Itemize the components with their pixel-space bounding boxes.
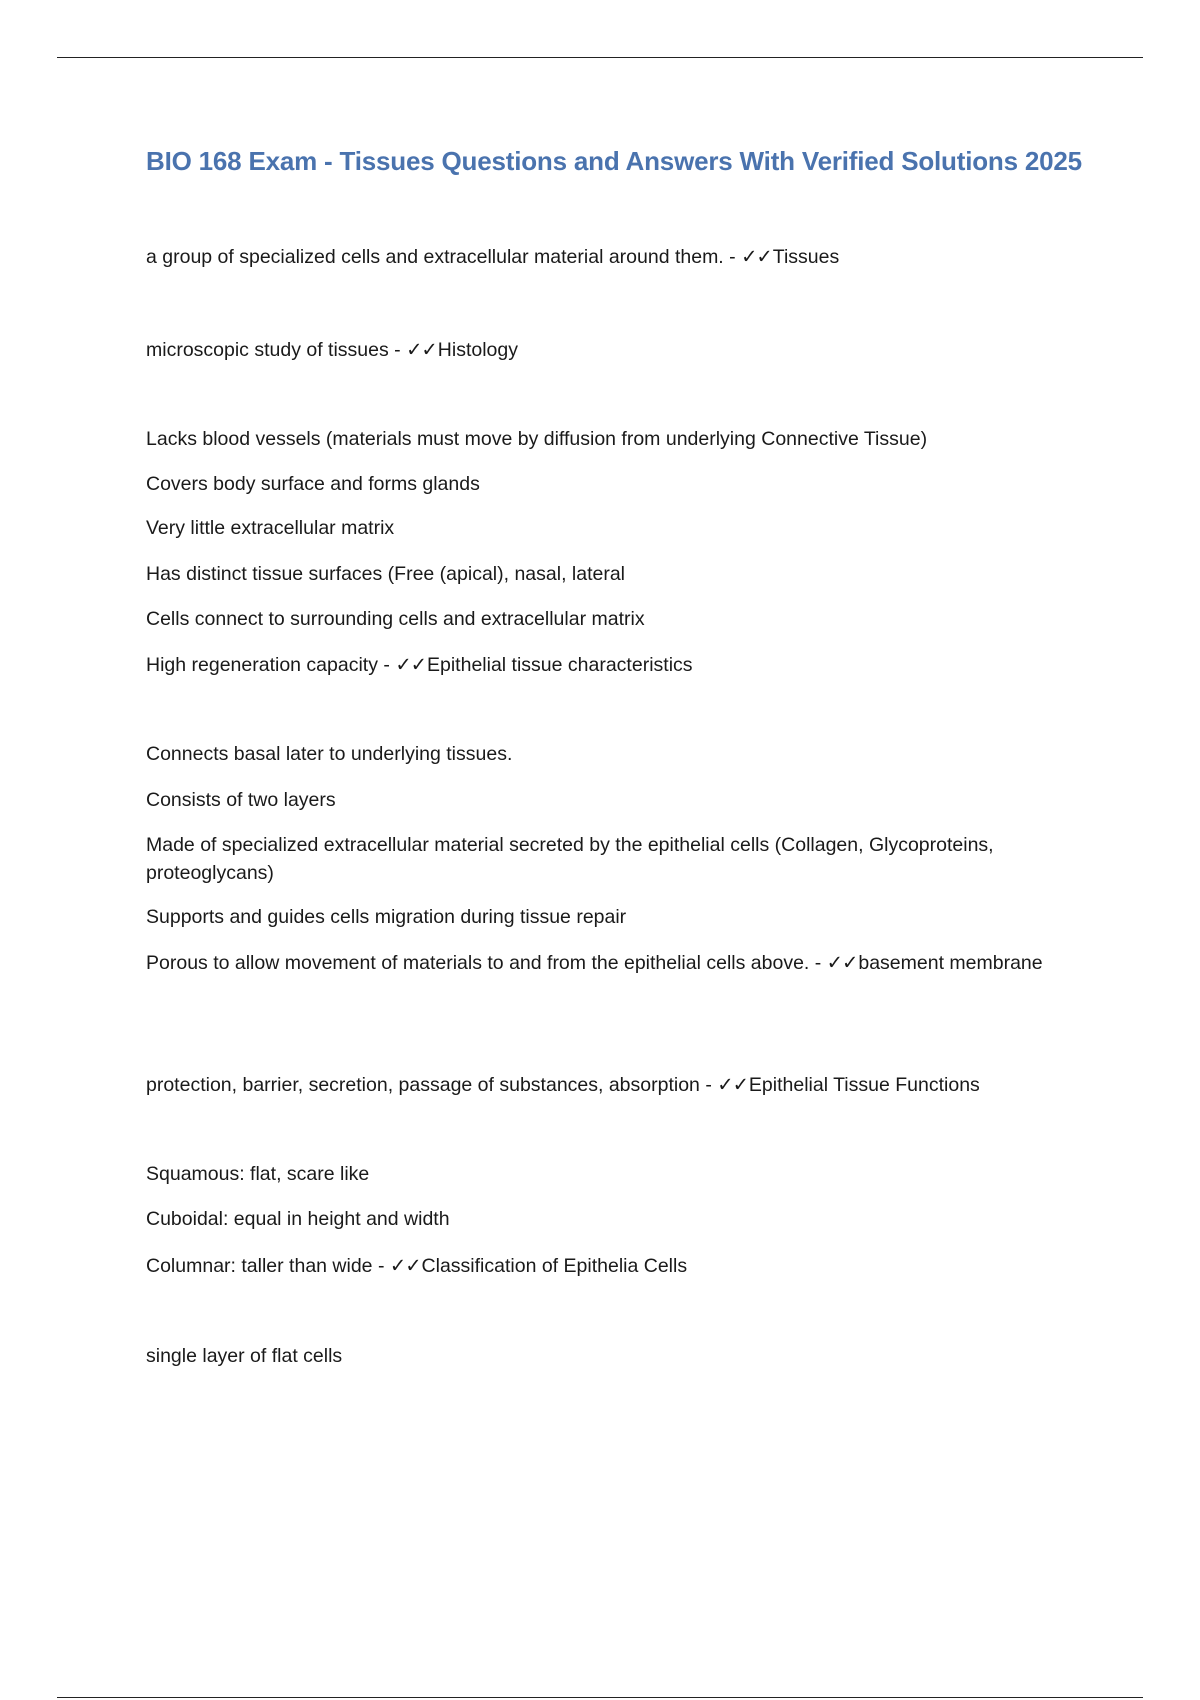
question-line: Cuboidal: equal in height and width	[146, 1208, 450, 1230]
double-check-icon: ✓✓	[406, 339, 437, 361]
question-line: Porous to allow movement of materials to and from the epithelial cells above. - ✓✓basement membrane	[146, 952, 1043, 974]
double-check-icon: ✓✓	[741, 246, 772, 268]
double-check-icon: ✓✓	[389, 1255, 421, 1277]
answer-text: basement membrane	[858, 952, 1043, 974]
answer-text: Epithelial tissue characteristics	[427, 654, 693, 676]
header-rule	[57, 57, 1143, 58]
answer-text: Classification of Epithelia Cells	[421, 1255, 688, 1277]
footer-rule	[57, 1697, 1143, 1698]
double-check-icon: ✓✓	[395, 654, 426, 676]
question-line: Lacks blood vessels (materials must move by diffusion from underlying Connective Tissue)	[146, 428, 928, 450]
question-line: High regeneration capacity - ✓✓Epithelial tissue characteristics	[146, 654, 693, 676]
answer-text: Tissues	[772, 246, 840, 268]
question-line: protection, barrier, secretion, passage of substances, absorption - ✓✓Epithelial Tissue Functions	[146, 1074, 980, 1096]
question-line: Covers body surface and forms glands	[146, 473, 480, 495]
question-line: microscopic study of tissues - ✓✓Histology	[146, 339, 518, 361]
double-check-icon: ✓✓	[826, 952, 858, 974]
question-line: Very little extracellular matrix	[146, 517, 395, 539]
answer-text: Epithelial Tissue Functions	[748, 1074, 980, 1096]
question-line: Connects basal later to underlying tissues.	[146, 743, 513, 765]
question-line: Has distinct tissue surfaces (Free (apical), nasal, lateral	[146, 563, 626, 585]
double-check-icon: ✓✓	[717, 1074, 748, 1096]
question-line: single layer of flat cells	[146, 1345, 343, 1367]
document-title: BIO 168 Exam - Tissues Questions and Answers With Verified Solutions 2025	[146, 146, 1082, 176]
answer-text: Histology	[437, 339, 518, 361]
question-line: Cells connect to surrounding cells and extracellular matrix	[146, 608, 645, 630]
question-line: Squamous: flat, scare like	[146, 1163, 370, 1185]
question-line: Supports and guides cells migration during tissue repair	[146, 906, 627, 928]
question-line: Made of specialized extracellular material secreted by the epithelial cells (Collagen, Glycoproteins, proteoglycans)	[146, 834, 994, 884]
question-line: Consists of two layers	[146, 789, 336, 811]
question-line: Columnar: taller than wide - ✓✓Classification of Epithelia Cells	[146, 1255, 688, 1277]
question-line: a group of specialized cells and extracellular material around them. - ✓✓Tissues	[146, 246, 840, 268]
